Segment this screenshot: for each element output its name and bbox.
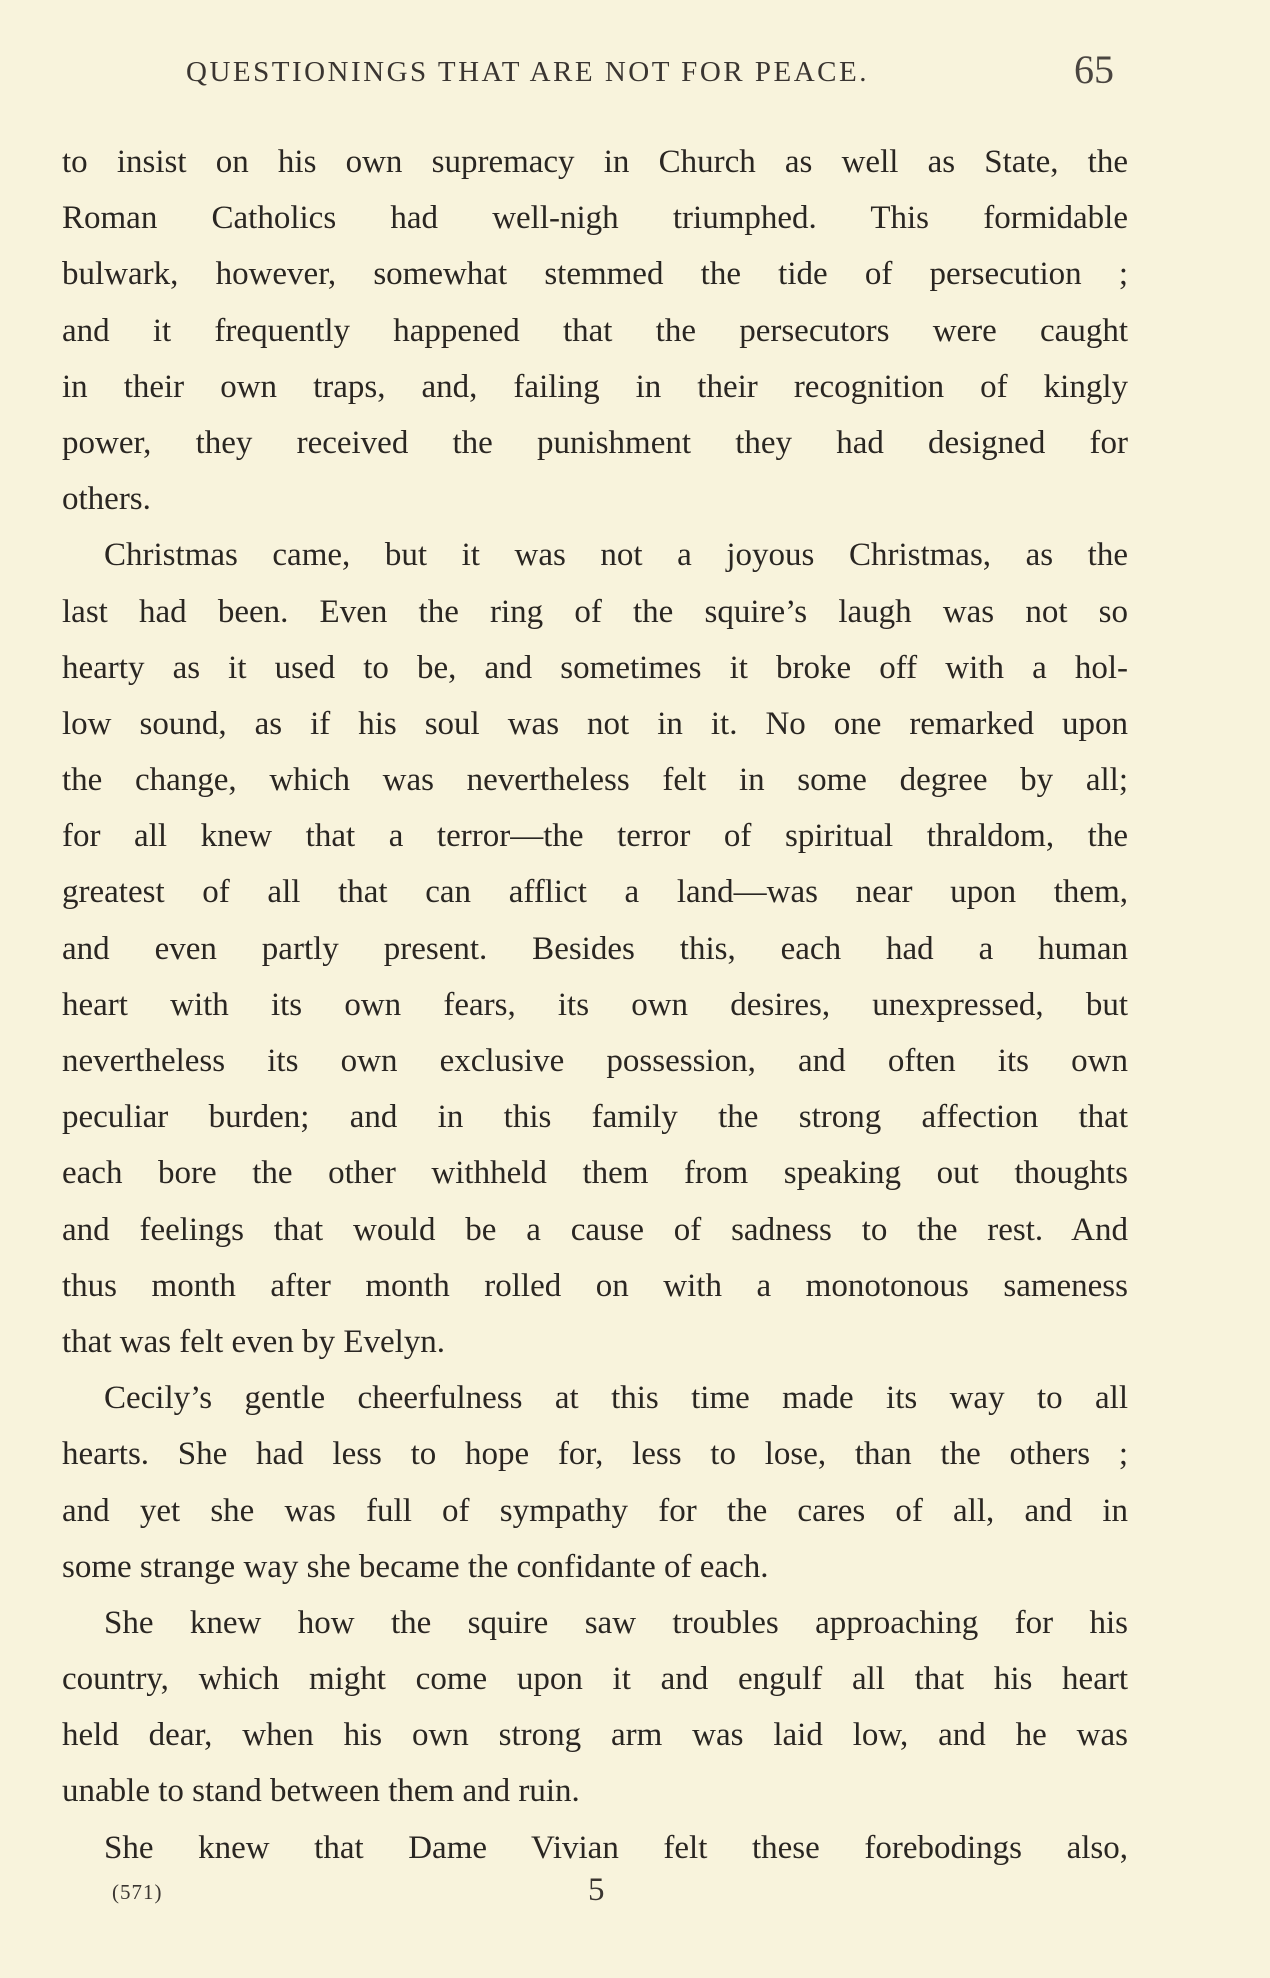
text-line: bulwark, however, somewhat stemmed the tide of persecution ; [62, 256, 1128, 293]
text-line: low sound, as if his soul was not in it. No one remarked upon [62, 705, 1128, 742]
text-line: Christmas came, but it was not a joyous Christmas, as the [104, 537, 1128, 574]
printer-signature: (571) [112, 1880, 163, 1904]
body-text [62, 134, 1128, 1876]
text-line: Cecily’s gentle cheerfulness at this time made its way to all [104, 1380, 1128, 1417]
text-line: some strange way she became the confidante of each. [62, 1548, 769, 1585]
text-line: power, they received the punishment they had designed for [62, 424, 1128, 461]
text-line: each bore the other withheld them from speaking out thoughts [62, 1155, 1128, 1192]
text-line: She knew that Dame Vivian felt these forebodings also, [104, 1829, 1128, 1866]
text-line: greatest of all that can afflict a land—was near upon them, [62, 874, 1128, 911]
text-line: unable to stand between them and ruin. [62, 1773, 580, 1810]
text-line: last had been. Even the ring of the squire’s laugh was not so [62, 593, 1128, 630]
page-number: 65 [1074, 47, 1114, 92]
running-title: QUESTIONINGS THAT ARE NOT FOR PEACE. [186, 56, 869, 88]
text-line: Roman Catholics had well-nigh triumphed. This formidable [62, 200, 1128, 237]
text-line: She knew how the squire saw troubles approaching for his [104, 1604, 1128, 1641]
text-line: hearts. She had less to hope for, less to lose, than the others ; [62, 1436, 1128, 1473]
text-line: peculiar burden; and in this family the strong affection that [62, 1099, 1128, 1136]
signature-number: 5 [588, 1872, 605, 1908]
text-line: heart with its own fears, its own desires, unexpressed, but [62, 986, 1128, 1023]
text-line: to insist on his own supremacy in Church as well as State, the [62, 144, 1128, 180]
text-line: for all knew that a terror—the terror of spiritual thraldom, the [62, 818, 1128, 855]
text-line: and it frequently happened that the persecutors were caught [62, 312, 1128, 349]
text-line: held dear, when his own strong arm was laid low, and he was [62, 1717, 1128, 1754]
text-line: others. [62, 481, 151, 518]
text-line: hearty as it used to be, and sometimes it broke off with a hol- [62, 649, 1128, 686]
text-line: that was felt even by Evelyn. [62, 1323, 446, 1360]
text-line: the change, which was nevertheless felt in some degree by all; [62, 762, 1128, 799]
text-line: and even partly present. Besides this, each had a human [62, 930, 1128, 967]
text-line: in their own traps, and, failing in their recognition of kingly [62, 368, 1128, 405]
text-line: country, which might come upon it and engulf all that his heart [62, 1661, 1128, 1698]
text-line: thus month after month rolled on with a monotonous sameness [62, 1267, 1128, 1304]
text-line: nevertheless its own exclusive possession, and often its own [62, 1043, 1128, 1079]
text-line: and yet she was full of sympathy for the cares of all, and in [62, 1492, 1128, 1529]
text-line: and feelings that would be a cause of sadness to the rest. And [62, 1211, 1128, 1248]
